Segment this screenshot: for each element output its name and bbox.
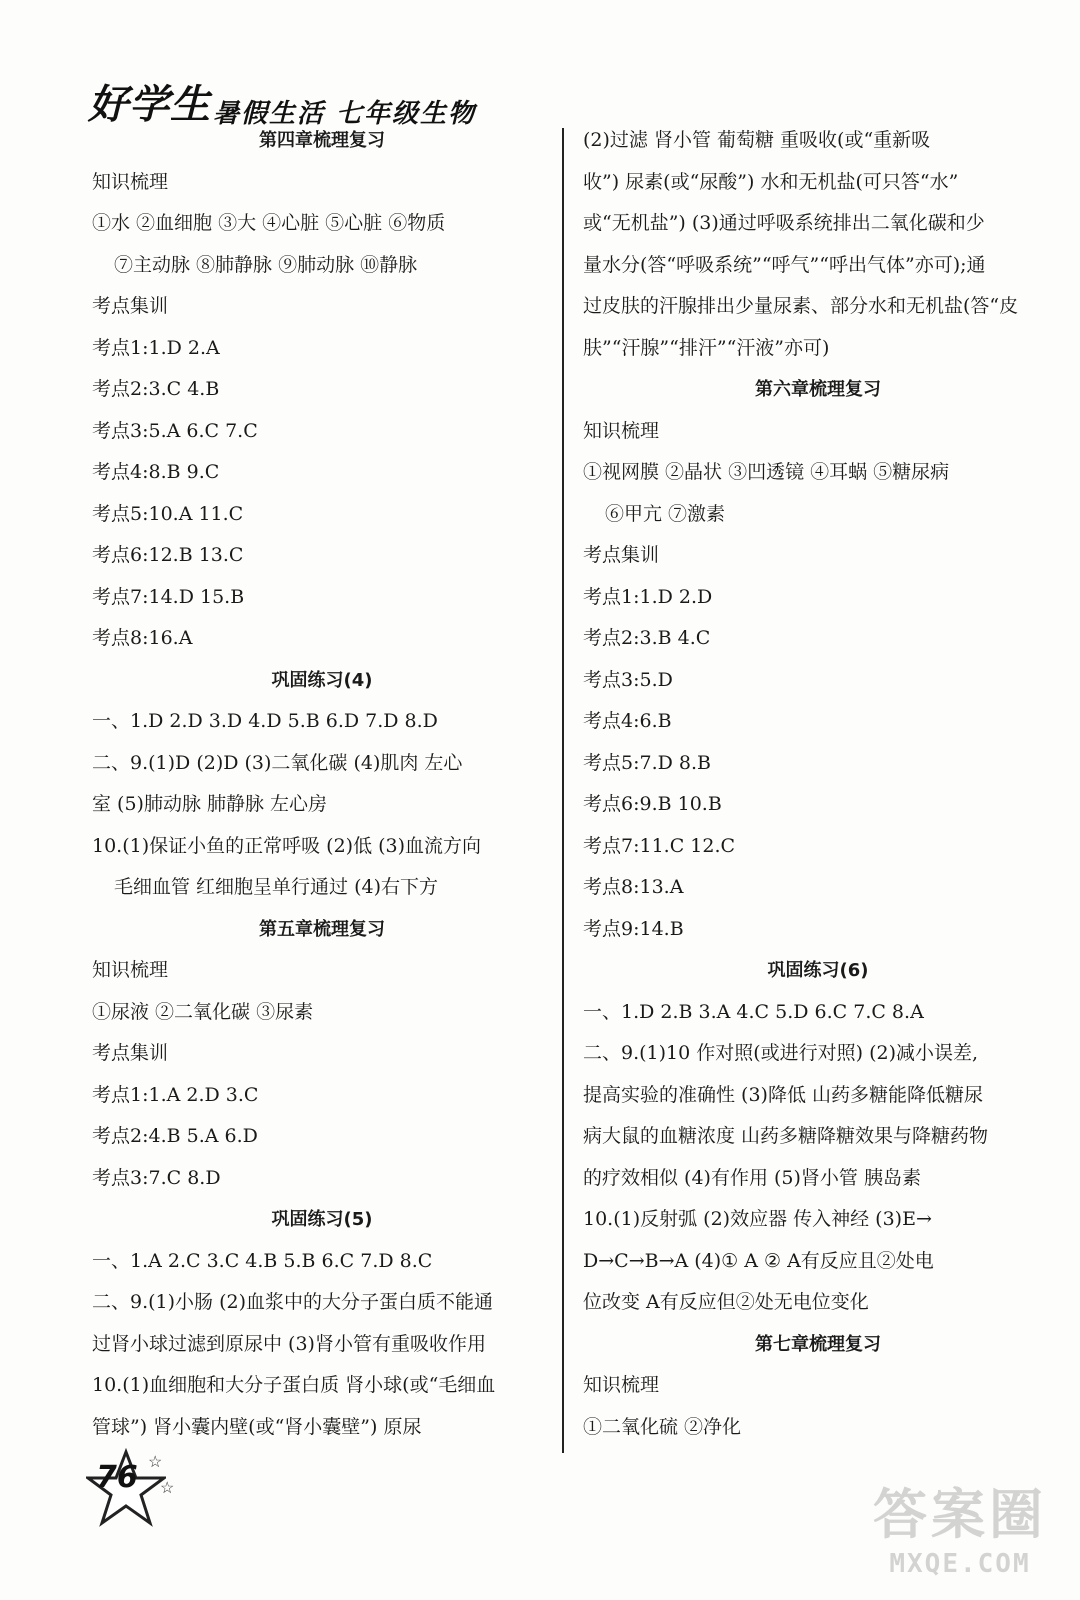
text-line: (2)过滤 肾小管 葡萄糖 重吸收(或“重新吸 (583, 129, 931, 151)
text-line: 或“无机盐”) (3)通过呼吸系统排出二氧化碳和少 (583, 212, 985, 234)
text-line: 考点5:10.A 11.C (92, 502, 244, 525)
text-line: 知识梳理 (92, 959, 169, 981)
text-line: 考点4:8.B 9.C (92, 461, 220, 483)
text-line: D→C→B→A (4)① A ② A有反应且②处电 (583, 1249, 934, 1272)
text-line: 室 (5)肺动脉 肺静脉 左心房 (92, 793, 328, 815)
text-line: 二、9.(1)D (2)D (3)二氧化碳 (4)肌肉 左心 (92, 751, 463, 774)
text-line: 病大鼠的血糖浓度 山药多糖降糖效果与降糖药物 (583, 1125, 989, 1147)
section-title: 巩固练习(6) (767, 960, 869, 981)
watermark-text: 答案圈 (873, 1483, 1047, 1546)
text-line: 考点7:14.D 15.B (92, 585, 245, 608)
left-column (92, 120, 552, 1448)
text-line: ⑥甲亢 ⑦激素 (605, 502, 726, 525)
text-line: 知识梳理 (92, 170, 169, 193)
text-line: 考点7:11.C 12.C (583, 834, 736, 857)
section-title: 第六章梳理复习 (755, 379, 881, 400)
column-divider (562, 128, 564, 1453)
watermark-url: MXQE.COM (889, 1549, 1031, 1579)
text-line: 一、1.D 2.B 3.A 4.C 5.D 6.C 7.C 8.A (583, 1000, 924, 1023)
text-line: 过皮肤的汗腺排出少量尿素、部分水和无机盐(答“皮 (583, 295, 1019, 317)
text-line: 10.(1)保证小鱼的正常呼吸 (2)低 (3)血流方向 (92, 834, 482, 857)
section-title: 第五章梳理复习 (259, 918, 385, 940)
text-line: 考点4:6.B (583, 710, 672, 732)
text-line: 考点3:5.D (583, 668, 673, 691)
text-line: 考点集训 (92, 295, 169, 317)
text-line: 考点8:16.A (92, 627, 193, 649)
text-line: 一、1.D 2.D 3.D 4.D 5.B 6.D 7.D 8.D (92, 710, 438, 732)
text-line: 毛细血管 红细胞呈单行通过 (4)右下方 (114, 876, 438, 898)
text-line: ①水 ②血细胞 ③大 ④心脏 ⑤心脏 ⑥物质 (92, 212, 446, 234)
text-line: 考点6:9.B 10.B (583, 793, 722, 815)
text-line: 考点3:7.C 8.D (92, 1166, 221, 1189)
text-line: 知识梳理 (583, 419, 660, 442)
text-line: 考点9:14.B (583, 917, 684, 940)
section-title: 第七章梳理复习 (755, 1333, 881, 1355)
text-line: 10.(1)反射弧 (2)效应器 传入神经 (3)E→ (583, 1208, 932, 1230)
brand-title: 好学生 (88, 82, 211, 128)
small-star-icon: ☆ (160, 1478, 175, 1497)
text-line: 二、9.(1)10 作对照(或进行对照) (2)减小误差, (583, 1042, 979, 1064)
text-line: 考点集训 (583, 544, 660, 566)
section-title: 巩固练习(4) (271, 669, 373, 691)
text-line: 的疗效相似 (4)有作用 (5)肾小管 胰岛素 (583, 1166, 921, 1189)
text-line: 管球”) 肾小囊内壁(或“肾小囊壁”) 原尿 (92, 1415, 422, 1438)
section-title: 巩固练习(5) (271, 1209, 373, 1230)
text-line: 量水分(答“呼吸系统”“呼气”“呼出气体”亦可);通 (583, 253, 986, 276)
book-subtitle: 暑假生活 七年级生物 (213, 99, 477, 129)
section-title: 第四章梳理复习 (259, 130, 385, 151)
text-line: 知识梳理 (583, 1374, 660, 1396)
text-line: 肤”“汗腺”“排汗”“汗液”亦可) (583, 336, 830, 359)
text-line: ①尿液 ②二氧化碳 ③尿素 (92, 1000, 314, 1023)
text-line: 10.(1)血细胞和大分子蛋白质 肾小球(或“毛细血 (92, 1374, 496, 1396)
text-line: ①二氧化硫 ②净化 (583, 1415, 742, 1438)
text-line: 一、1.A 2.C 3.C 4.B 5.B 6.C 7.D 8.C (92, 1249, 433, 1272)
text-line: 考点3:5.A 6.C 7.C (92, 419, 258, 442)
text-line: 考点1:1.D 2.D (583, 585, 713, 608)
text-line: 考点8:13.A (583, 876, 684, 898)
right-column (583, 120, 1053, 1448)
text-line: 考点1:1.A 2.D 3.C (92, 1083, 259, 1106)
text-line: 考点6:12.B 13.C (92, 544, 244, 566)
small-star-icon: ☆ (148, 1452, 163, 1471)
text-line: 考点2:4.B 5.A 6.D (92, 1125, 258, 1147)
text-line: 提高实验的准确性 (3)降低 山药多糖能降低糖尿 (583, 1083, 983, 1106)
text-line: 考点集训 (92, 1042, 169, 1064)
text-line: 过肾小球过滤到原尿中 (3)肾小管有重吸收作用 (92, 1332, 486, 1355)
watermark (860, 1472, 1060, 1582)
text-line: ①视网膜 ②晶状 ③凹透镜 ④耳蜗 ⑤糖尿病 (583, 461, 950, 483)
text-line: 二、9.(1)小肠 (2)血浆中的大分子蛋白质不能通 (92, 1291, 493, 1313)
text-line: ⑦主动脉 ⑧肺静脉 ⑨肺动脉 ⑩静脉 (114, 253, 418, 276)
text-line: 位改变 A有反应但②处无电位变化 (583, 1291, 869, 1313)
text-line: 考点1:1.D 2.A (92, 336, 220, 359)
text-line: 考点2:3.B 4.C (583, 627, 711, 649)
text-line: 考点5:7.D 8.B (583, 751, 711, 774)
text-line: 考点2:3.C 4.B (92, 378, 220, 400)
text-line: 收”) 尿素(或“尿酸”) 水和无机盐(可只答“水” (583, 170, 959, 193)
page-number: 76 (96, 1460, 138, 1495)
